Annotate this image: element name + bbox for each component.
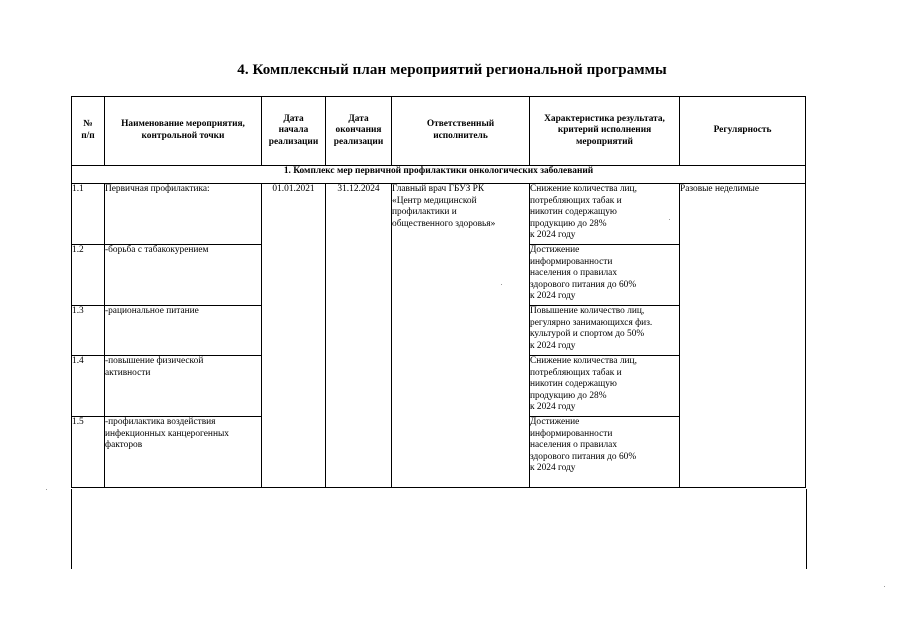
end-date-cell: 31.12.2024	[326, 184, 392, 488]
header-number: № п/п	[72, 97, 105, 166]
header-result-characteristic: Характеристика результата, критерий исполнения мероприятий	[530, 97, 680, 166]
header-start-date: Дата начала реализации	[262, 97, 326, 166]
header-end-date: Дата окончания реализации	[326, 97, 392, 166]
section-row	[72, 166, 806, 184]
row-number: 1.2	[72, 245, 105, 306]
header-responsible: Ответственный исполнитель	[392, 97, 530, 166]
scan-speck	[669, 219, 670, 220]
regularity-cell: Разовые неделимые	[680, 184, 806, 488]
scan-speck	[46, 489, 47, 490]
row-event-name: -борьба с табакокурением	[105, 245, 262, 306]
scan-speck	[501, 284, 502, 285]
table-continuation	[71, 489, 807, 569]
scan-speck	[884, 586, 885, 587]
row-event-name: Первичная профилактика:	[105, 184, 262, 245]
row-result: Повышение количество лиц, регулярно занимающихся физ. культурой и спортом до 50% к 2024 году	[530, 306, 680, 356]
row-number: 1.1	[72, 184, 105, 245]
row-result: Достижение информированности населения о правилах здорового питания до 60% к 2024 году	[530, 245, 680, 306]
row-number: 1.4	[72, 356, 105, 417]
header-row	[72, 97, 806, 166]
row-result: Снижение количества лиц, потребляющих табак и никотин содержащую продукцию до 28% к 2024 году	[530, 184, 680, 245]
header-event-name: Наименование мероприятия, контрольной точки	[105, 97, 262, 166]
responsible-cell: Главный врач ГБУЗ РК «Центр медицинской профилактики и общественного здоровья»	[392, 184, 530, 488]
plan-table	[71, 96, 806, 488]
table-row	[72, 184, 806, 245]
row-event-name: -рациональное питание	[105, 306, 262, 356]
row-number: 1.5	[72, 417, 105, 488]
section-title: 1. Комплекс мер первичной профилактики онкологических заболеваний	[72, 166, 806, 184]
row-number: 1.3	[72, 306, 105, 356]
row-event-name: -повышение физической активности	[105, 356, 262, 417]
document-title: 4. Комплексный план мероприятий региональной программы	[237, 62, 667, 78]
row-result: Достижение информированности населения о правилах здорового питания до 60% к 2024 году	[530, 417, 680, 488]
row-result: Снижение количества лиц, потребляющих табак и никотин содержащую продукцию до 28% к 2024 году	[530, 356, 680, 417]
row-event-name: -профилактика воздействия инфекционных канцерогенных факторов	[105, 417, 262, 488]
header-regularity: Регулярность	[680, 97, 806, 166]
start-date-cell: 01.01.2021	[262, 184, 326, 488]
